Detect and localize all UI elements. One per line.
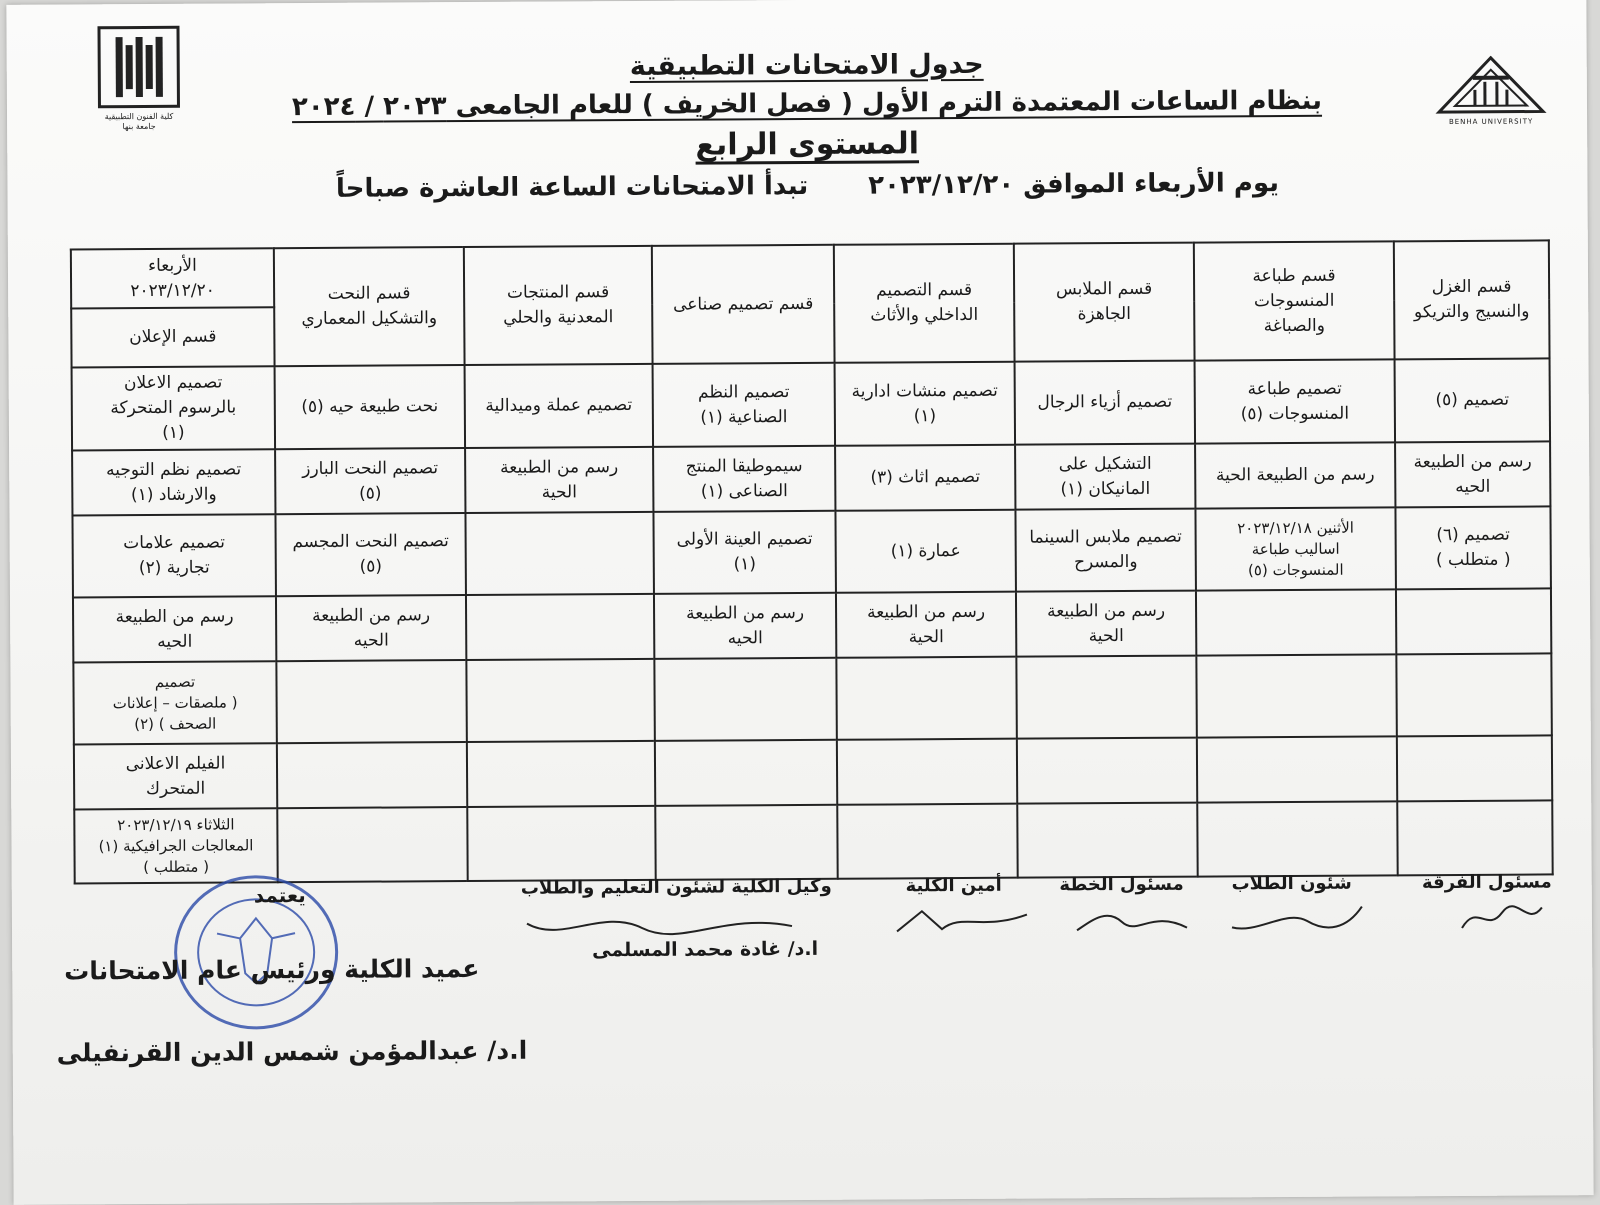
table-cell: نحت طبيعة حيه (٥) (275, 365, 466, 449)
table-header-row (71, 240, 1549, 308)
university-logo-caption: BENHA UNIVERSITY (1435, 117, 1547, 126)
table-row (74, 801, 1552, 884)
table-row (72, 442, 1550, 516)
table-row (72, 507, 1550, 598)
approval-label: يعتمد (254, 883, 306, 907)
table-cell: رسم من الطبيعة الحية (1016, 591, 1196, 657)
table-cell: تصميم أزياء الرجال (1015, 361, 1196, 445)
table-cell: تصميم العينة الأولى (١) (653, 511, 835, 594)
table-cell: رسم من الطبيعة الحيه (276, 595, 466, 661)
column-header: قسم الإعلان (71, 307, 274, 367)
dean-name: ا.د/ عبدالمؤمن شمس الدين القرنفيلى (57, 1036, 528, 1068)
table-cell (1017, 738, 1197, 804)
table-cell (1396, 589, 1551, 655)
table-cell: رسم من الطبيعة الحية (836, 592, 1016, 658)
exam-schedule-document (6, 0, 1593, 1205)
document-header (257, 45, 1358, 210)
table-cell (1016, 656, 1196, 739)
signature-scribble (1072, 900, 1192, 941)
signature-role: مسئول الخطة (1059, 874, 1183, 896)
table-cell: تصميم منشات ادارية (١) (835, 362, 1016, 446)
table-cell: تصميم النحت البارز (٥) (275, 448, 465, 514)
table-cell: تصميم ملابس السينما والمسرح (1015, 509, 1195, 592)
table-cell (837, 804, 1017, 879)
signature-scribble (1457, 897, 1547, 938)
table-cell (467, 741, 655, 807)
dean-title: عميد الكلية ورئيس عام الامتحانات (64, 954, 479, 986)
table-cell: تصميم النظم الصناعية (١) (653, 363, 836, 447)
table-row (72, 359, 1550, 451)
faculty-logo-mark (97, 26, 179, 108)
table-cell: تصميم طباعة المنسوجات (٥) (1195, 360, 1396, 444)
table-cell (277, 807, 467, 882)
table-cell (837, 739, 1017, 805)
table-cell (1197, 736, 1397, 803)
column-header: قسم تصميم صناعى (652, 245, 835, 365)
table-cell (1396, 654, 1551, 737)
column-header: قسم الملابس الجاهزة (1014, 243, 1195, 363)
signature-role: مسئول الفرقة (1422, 871, 1552, 893)
table-cell: رسم من الطبيعة الحيه (73, 596, 276, 663)
table-cell: عمارة (١) (835, 510, 1015, 593)
table-cell (1017, 803, 1197, 878)
table-cell: تصميم (٦) ( متطلب ) (1395, 507, 1550, 590)
exam-start-time: تبدأ الامتحانات الساعة العاشرة صباحاً (336, 166, 809, 209)
signature-role: وكيل الكلية لشئون التعليم والطلاب (521, 876, 832, 899)
table-cell (465, 512, 653, 595)
document-subtitle: بنظام الساعات المعتمدة الترم الأول ( فصل الخريف ) للعام الجامعى ٢٠٢٣ / ٢٠٢٤ (257, 81, 1357, 128)
table-cell (277, 742, 467, 808)
table-cell: رسم من الطبيعة الحية (465, 447, 653, 513)
table-cell (654, 658, 836, 741)
table-cell (655, 805, 837, 880)
faculty-logo-caption: كلية الفنون التطبيقية جامعة بنها (89, 112, 189, 133)
table-cell: التشكيل على المانيكان (١) (1015, 444, 1195, 510)
column-header: قسم المنتجات المعدنية والحلي (464, 246, 653, 366)
table-row (73, 654, 1551, 745)
signature-role: أمين الكلية (906, 875, 1002, 897)
table-cell: تصميم الاعلان بالرسوم المتحركة (١) (72, 367, 276, 451)
exam-date: يوم الأربعاء الموافق ٢٠٢٣/١٢/٢٠ (868, 163, 1279, 206)
table-cell: تصميم عملة وميدالية (465, 364, 654, 448)
table-cell (1196, 655, 1396, 738)
schedule-table (70, 239, 1554, 884)
table-cell: تصميم (٥) (1395, 359, 1551, 443)
university-emblem-icon (1435, 55, 1547, 116)
column-header: قسم النحت والتشكيل المعماري (274, 247, 465, 367)
table-cell: تصميم النحت المجسم (٥) (275, 513, 465, 596)
table-cell: سيموطيقا المنتج الصناعى (١) (653, 446, 835, 512)
column-header: قسم التصميم الداخلي والأثاث (834, 244, 1015, 364)
table-row (73, 589, 1551, 663)
table-cell: تصميم ( ملصقات – إعلانات الصحف ) (٢) (73, 662, 276, 745)
table-cell: تصميم نظم التوجيه والارشاد (١) (72, 449, 275, 516)
column-header-date: الأربعاء ٢٠٢٣/١٢/٢٠ (71, 248, 274, 308)
table-cell (1397, 736, 1552, 802)
document-title: جدول الامتحانات التطبيقية (257, 45, 1357, 88)
exam-day-line (257, 163, 1357, 210)
table-cell: الفيلم الاعلانى المتحرك (74, 743, 277, 810)
table-cell: رسم من الطبيعة الحيه (1395, 442, 1550, 508)
table-cell (276, 660, 466, 743)
table-cell: رسم من الطبيعة الحية (1195, 442, 1395, 509)
table-cell (655, 740, 837, 806)
table-cell (836, 657, 1016, 740)
table-row (74, 736, 1552, 810)
vice-dean-name: ا.د/ غادة محمد المسلمى (592, 938, 818, 961)
signature-role: شئون الطلاب (1231, 873, 1351, 895)
table-cell: الثلاثاء ٢٠٢٣/١٢/١٩ المعالجات الجرافيكية (١) ( متطلب ) (74, 809, 277, 884)
university-logo (1435, 55, 1547, 126)
table-cell: الأثنين ٢٠٢٣/١٢/١٨ اساليب طباعة المنسوجات (٥) (1195, 508, 1395, 591)
signature-scribble (892, 901, 1032, 942)
level-title: المستوى الرابع (257, 121, 1357, 170)
faculty-logo (88, 26, 189, 137)
table-cell: تصميم علامات تجارية (٢) (72, 515, 275, 598)
table-cell: تصميم اثاث (٣) (835, 445, 1015, 511)
table-cell: رسم من الطبيعة الحيه (654, 593, 836, 659)
table-cell (466, 659, 654, 742)
table-cell (1397, 801, 1552, 876)
table-cell (1196, 589, 1396, 656)
signature-scribble (1227, 899, 1367, 940)
table-cell (467, 806, 655, 881)
table-cell (466, 594, 654, 660)
column-header: قسم طباعة المنسوجات والصباغة (1194, 241, 1395, 361)
table-cell (1197, 802, 1397, 877)
column-header: قسم الغزل والنسيج والتريكو (1394, 240, 1550, 359)
